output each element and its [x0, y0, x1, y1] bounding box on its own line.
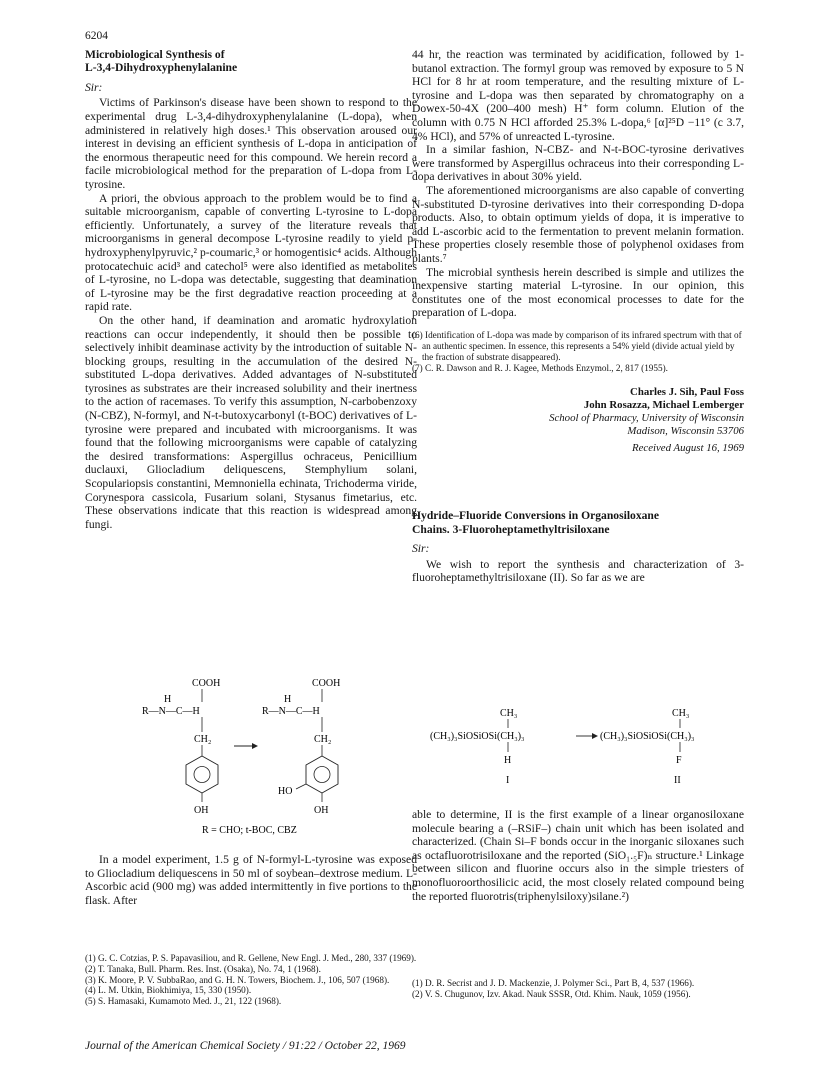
article1-paragraph-3: On the other hand, if deamination and aromatic hydroxylation reactions can occur independently, it should then be possible to selectively inhibit deaminase activity by the introduction of suitable N-blocking groups, resulting in the accumulation of the desired N-substituted L-dopa derivatives. Added advantages of N-substituted tyrosines as substrates are their increased solubility and their inertness to the action of racemases. To verify this assumption, N-carbobenzoxy (N-CBZ), N-formyl, and N-t-butoxycarbonyl (t-BOC) derivatives of L-tyrosine were prepared and incubated with microorganisms. It was found that the following microorganisms were capable of catalyzing the desired transformations: Aspergillus ochraceus, Penicillium duclauxi, Gliocladium deliquescens, Stemphylium solani, Scopulariopsis constantini, Memnoniella echinata, Trichoderma viride, Corynespora cassicola, Fusarium solani, Stysanus fimetarius, etc. These observations indicate that this reaction is widespread among fungi. — [85, 313, 417, 531]
tyrosine-to-dopa-scheme — [130, 676, 370, 846]
article1-paragraph-5: 44 hr, the reaction was terminated by acidification, followed by 1-butanol extraction. The formyl group was removed by exposure to 5 N HCl for 8 hr at room temperature, and the resulting mixture of L-tyrosine and L-dopa was then separated by chromatography on a Dowex-50-4X (200–400 mesh) H⁺ form column. Elution of the column with 0.75 N HCl afforded 25.3% L-dopa,⁶ [α]²⁵D −11° (c 3.7, 4% HCl), and 57% of unreacted L-tyrosine. — [412, 48, 744, 143]
formula-right: (CH₃)₃SiOSiOSi(CH₃)₃ — [600, 731, 695, 742]
benzene-ring-left — [186, 756, 218, 793]
ch2-right: CH₂ — [314, 734, 332, 745]
authors-line-2: John Rosazza, Michael Lemberger — [583, 398, 744, 411]
article1-footnotes-left — [85, 953, 417, 1007]
affiliation-line-2: Madison, Wisconsin 53706 — [627, 424, 744, 437]
right-bottom-text — [412, 808, 744, 903]
article2-paragraph-1: We wish to report the synthesis and characterization of 3-fluoroheptamethyltrisiloxane (II). So far as we are — [412, 557, 744, 585]
h-top-right: H — [284, 694, 292, 705]
article1-title-line1: Microbiological Synthesis of — [85, 48, 225, 61]
scheme-caption: R = CHO; t-BOC, CBZ — [202, 825, 297, 836]
article1-paragraph-6: In a similar fashion, N-CBZ- and N-t-BOC-tyrosine derivatives were transformed by Aspergillus ochraceus into their corresponding L-dopa derivatives in about 30% yield. — [412, 143, 744, 184]
article1-received-date: Received August 16, 1969 — [632, 441, 744, 454]
label-ii: II — [674, 775, 681, 786]
benzene-ring-right — [306, 756, 338, 793]
article1-paragraph-8: The microbial synthesis herein described is simple and utilizes the inexpensive starting material L-tyrosine. In our opinion, this constitutes one of the most economical processes to date for the preparation of L-dopa. — [412, 265, 744, 320]
footnote-3: (3) K. Moore, P. V. SubbaRao, and G. H. N. Towers, Biochem. J., 106, 507 (1968). — [85, 974, 390, 985]
footnote-1: (1) G. C. Cotzias, P. S. Papavasiliou, and R. Gellene, New Engl. J. Med., 280, 337 (1969). — [85, 953, 417, 963]
authors-line-1: Charles J. Sih, Paul Foss — [630, 385, 744, 398]
formula-left: (CH₃)₃SiOSiOSi(CH₃)₃ — [430, 731, 525, 742]
h-label: H — [504, 755, 512, 766]
ch3-right: CH₃ — [672, 708, 690, 719]
footnote-5: (5) S. Hamasaki, Kumamoto Med. J., 21, 122 (1968). — [85, 996, 282, 1007]
article2-title-line1: Hydride–Fluoride Conversions in Organosiloxane — [412, 509, 660, 523]
chain-left: R—N—C—H — [142, 706, 200, 717]
article1-title-line2: L-3,4-Dihydroxyphenylalanine — [85, 61, 238, 75]
article1-authors — [412, 386, 744, 412]
article2-header — [412, 509, 744, 585]
footnote-6: (6) Identification of L-dopa was made by comparison of its infrared spectrum with that of an authentic specimen. In essence, this represents a 54% yield (divide actual yield by the fraction of substrate disappeared). — [412, 329, 742, 362]
cooh-left: COOH — [192, 678, 221, 689]
page-number: 6204 — [85, 30, 108, 42]
h-top-left: H — [164, 694, 172, 705]
article1-paragraph-2: A priori, the obvious approach to the problem would be to find a suitable microorganism, capable of converting L-tyrosine to L-dopa efficiently. Unfortunately, a survey of the literature reveals that microorganisms in general decompose L-tyrosine readily to yield p-hydroxyphenylpyruvic,² p-coumaric,³ or homogentisic⁴ acids. Although protocatechuic acid³ and catechol⁵ were also identified as metabolites of L-tyrosine, no L-dopa was detectable, suggesting that deamination of L-tyrosine may be the first degradative reaction proceeding at a rapid rate. — [85, 191, 417, 314]
oh-left: OH — [194, 805, 209, 816]
article1-salutation: Sir: — [85, 80, 103, 94]
footnote-7: (7) C. R. Dawson and R. J. Kagee, Methods Enzymol., 2, 817 (1955). — [412, 362, 668, 373]
article2-footnotes — [412, 978, 744, 1000]
ch3-left: CH₃ — [500, 708, 518, 719]
oh-right: OH — [314, 805, 329, 816]
right-column — [412, 48, 744, 585]
article1-paragraph-4: In a model experiment, 1.5 g of N-formyl-L-tyrosine was exposed to Gliocladium deliquescens in 50 ml of soybean–dextrose medium. L-Ascorbic acid (900 mg) was added intermittently in five portions to the flask. After — [85, 853, 417, 907]
journal-footer: Journal of the American Chemical Society / 91:22 / October 22, 1969 — [85, 1040, 406, 1052]
article1-paragraph-7: The aforementioned microorganisms are also capable of converting N-substituted D-tyrosine derivatives into their corresponding D-dopa products. Also, to obtain optimum yields of dopa, it is imperative to add L-ascorbic acid to the fermentation to prevent melanin formation. These properties closely resemble those of polyphenol oxidases from plants.⁷ — [412, 183, 744, 265]
ho-right: HO — [278, 786, 293, 797]
footnote-4: (4) L. M. Utkin, Biokhimiya, 15, 330 (1950). — [85, 985, 252, 996]
f-label: F — [676, 755, 682, 766]
cooh-right: COOH — [312, 678, 341, 689]
ch2-left: CH₂ — [194, 734, 212, 745]
article2-title-line2: Chains. 3-Fluoroheptamethyltrisiloxane — [412, 522, 610, 536]
article1-footnotes-right — [412, 330, 744, 374]
left-bottom-text — [85, 853, 417, 907]
article2-salutation: Sir: — [412, 542, 430, 556]
article2-paragraph-2: able to determine, II is the first example of a linear organosiloxane molecule bearing a (–RSiF–) chain unit which has been isolated and characterized. (Chain Si–F bonds occur in the inorganic siloxanes such as octafluorotrisiloxane and the reported (SiO₁.₅F)ₙ structure.¹ Linkage between silicon and fluorine occurs also in the simple triesters of monofluoroorthosilicic acid, the most closely related compound being the reported fluorotris(triphenylsiloxy)silane.²) — [412, 808, 744, 903]
article1-paragraph-1: Victims of Parkinson's disease have been shown to respond to the experimental drug L-3,4-dihydroxyphenylalanine (L-dopa), when administered in relatively high doses.¹ This observation aroused our interest in devising an efficient synthesis of L-dopa in anticipation of the enormous therapeutic need for this compound. We herein record a facile microbiological method for the preparation of L-dopa from L-tyrosine. — [85, 96, 417, 191]
left-column — [85, 48, 417, 531]
chain-right: R—N—C—H — [262, 706, 320, 717]
label-i: I — [506, 775, 510, 786]
footnote-2: (2) T. Tanaka, Bull. Pharm. Res. Inst. (Osaka), No. 74, 1 (1968). — [85, 963, 321, 974]
affiliation-line-1: School of Pharmacy, University of Wisconsin — [549, 411, 744, 424]
article2-footnote-1: (1) D. R. Secrist and J. D. Mackenzie, J. Polymer Sci., Part B, 4, 537 (1966). — [412, 978, 695, 988]
article2-footnote-2: (2) V. S. Chugunov, Izv. Akad. Nauk SSSR, Otd. Khim. Nauk, 1059 (1956). — [412, 988, 691, 999]
hydride-fluoride-scheme — [428, 706, 748, 796]
article1-affiliation — [412, 412, 744, 438]
